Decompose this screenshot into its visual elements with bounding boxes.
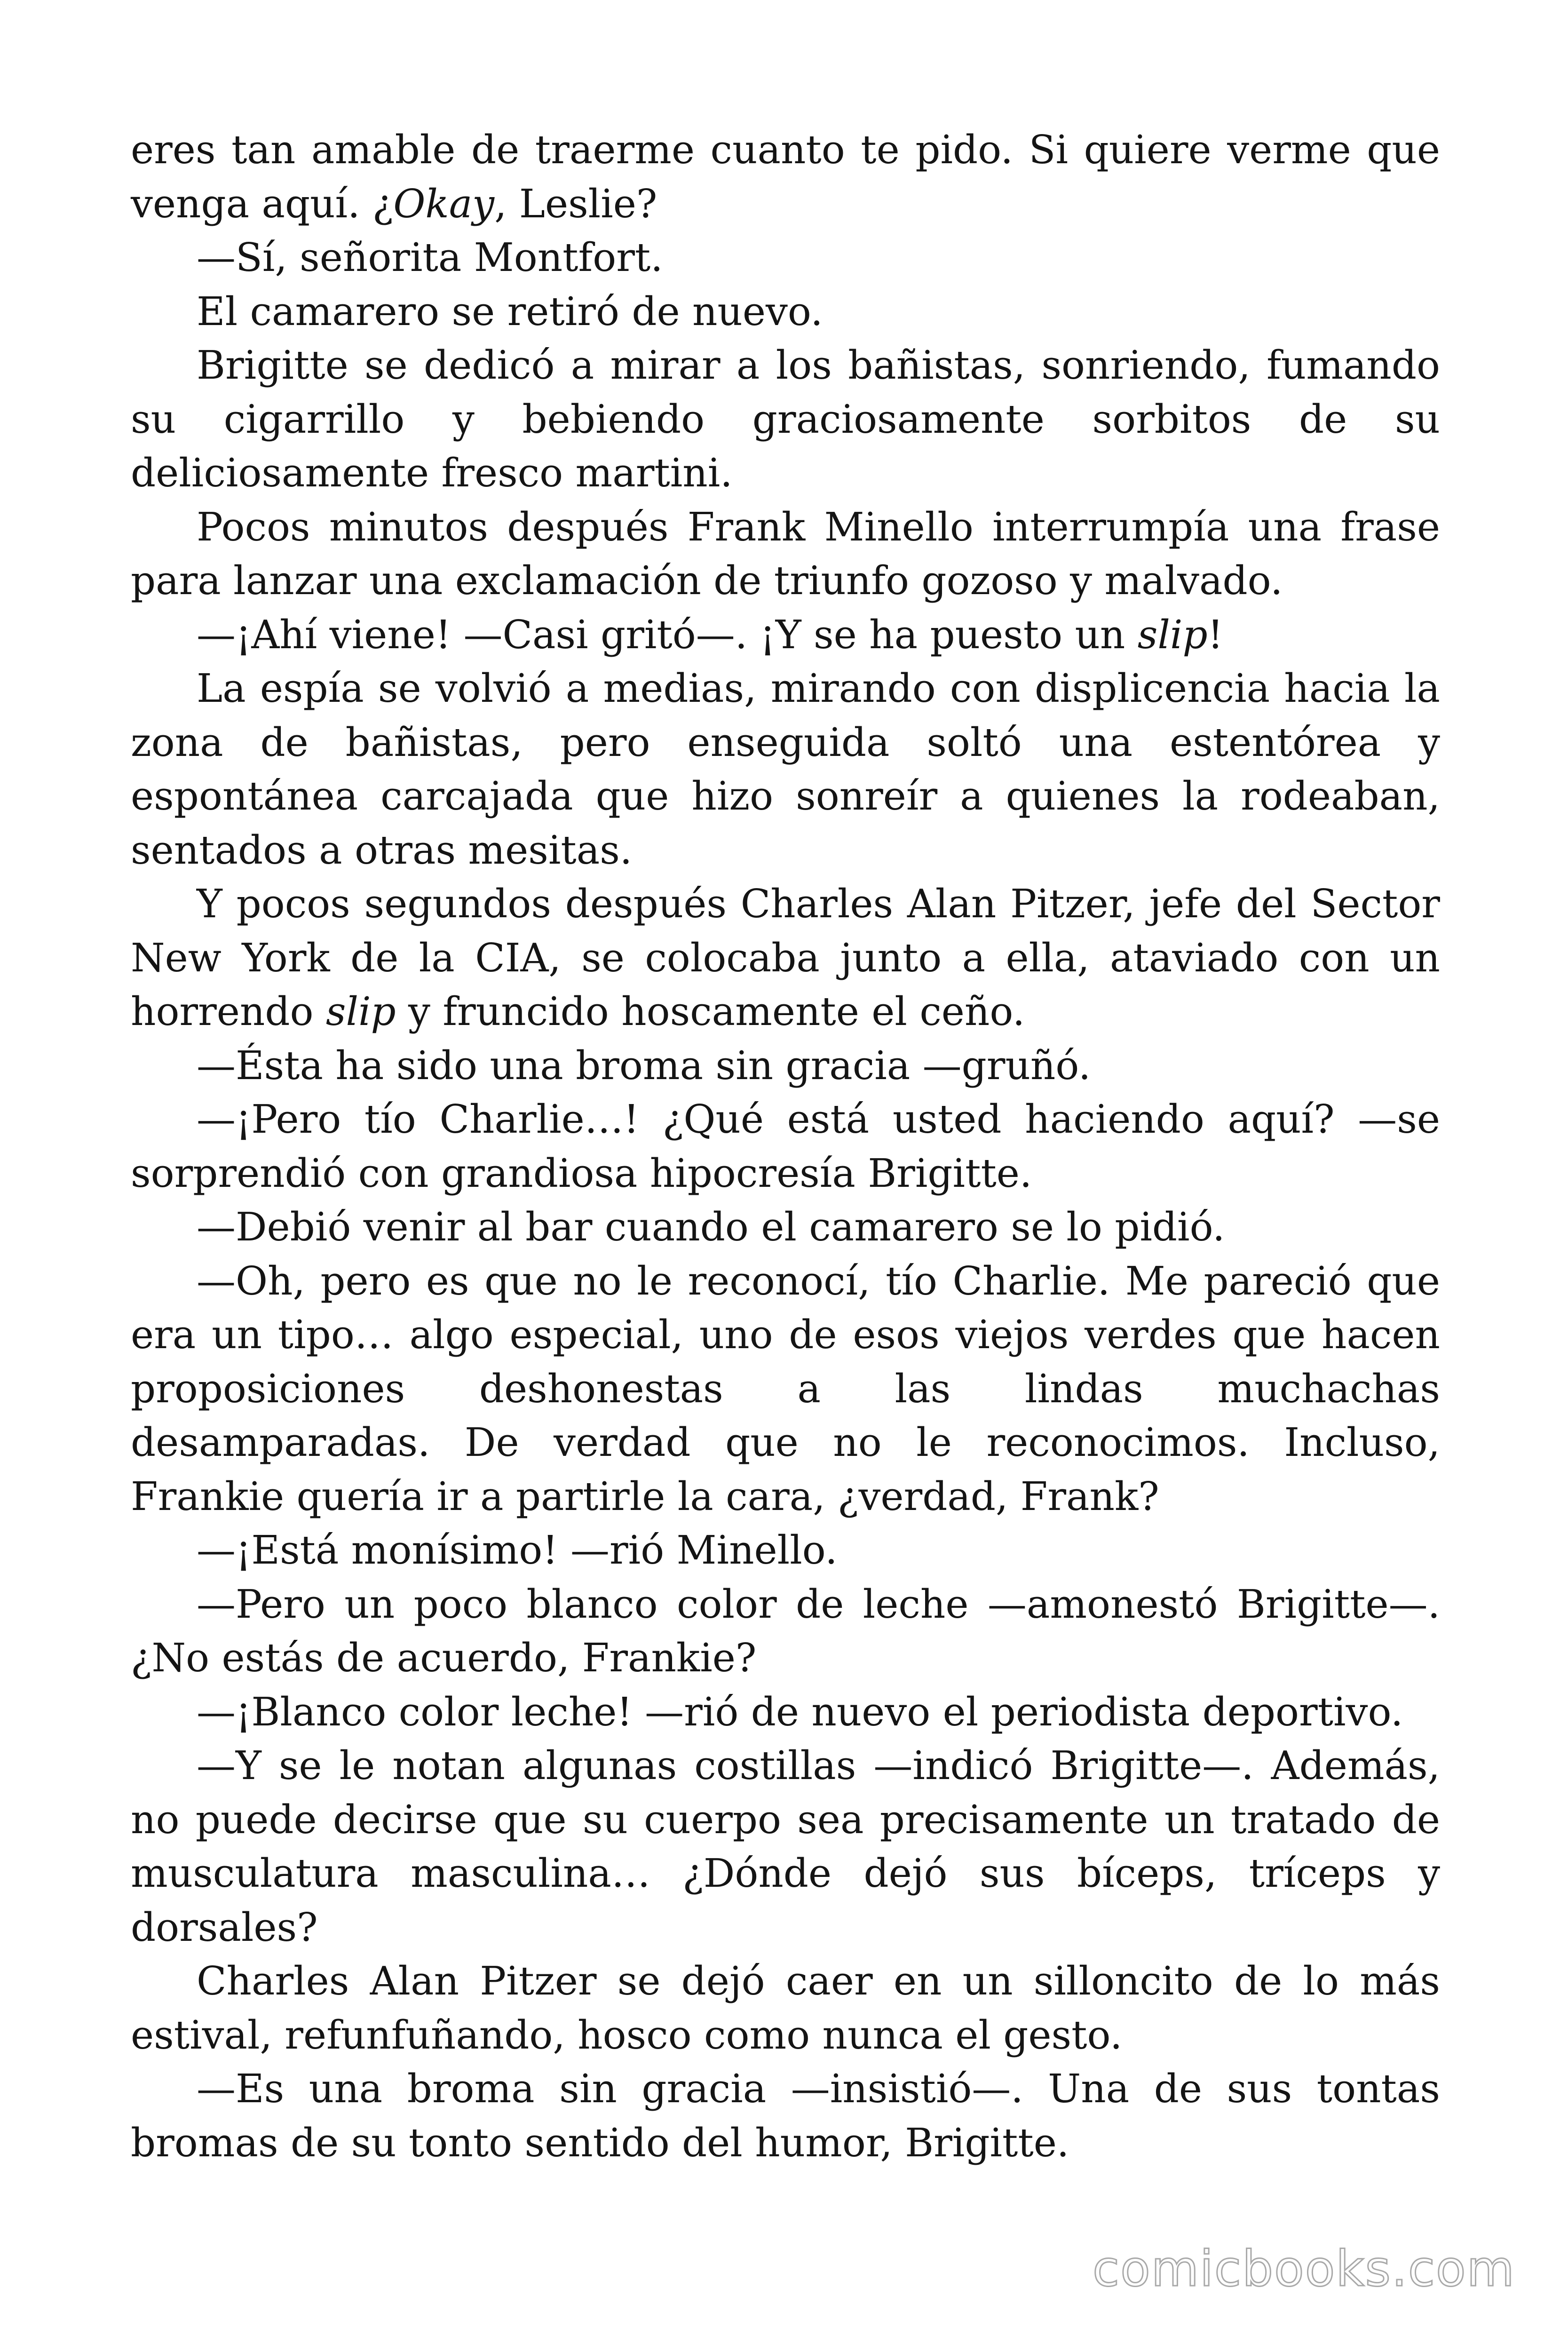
paragraph (131, 1524, 1440, 1578)
text-segment: , Leslie? (494, 181, 657, 227)
text-segment: —Es una broma sin gracia —insistió—. Una de sus tontas bromas de su tonto sentido del humor, Brigitte. (131, 2066, 1440, 2166)
paragraph (131, 1578, 1440, 1685)
text-segment: ! (1207, 612, 1223, 658)
paragraph (131, 1739, 1440, 1955)
paragraph (131, 1093, 1440, 1200)
text-segment: El camarero se retiró de nuevo. (197, 288, 823, 334)
paragraph (131, 877, 1440, 1039)
paragraph (131, 1200, 1440, 1255)
text-segment: eres tan amable de traerme cuanto te pido. Si quiere verme que venga aquí. ¿ (131, 127, 1440, 227)
paragraph (131, 1955, 1440, 2062)
paragraph (131, 339, 1440, 501)
watermark: comicbooks.com (1092, 2240, 1515, 2297)
paragraph (131, 123, 1440, 231)
paragraph (131, 2062, 1440, 2170)
text-segment: Y pocos segundos después Charles Alan Pitzer, jefe del Sector New York de la CIA, se colocaba junto a ella, ataviado con un horrendo (131, 881, 1440, 1034)
paragraph (131, 1255, 1440, 1524)
paragraph (131, 662, 1440, 877)
text-segment: —¡Pero tío Charlie…! ¿Qué está usted haciendo aquí? —se sorprendió con grandiosa hipocresía Brigitte. (131, 1097, 1440, 1196)
text-segment: —¡Blanco color leche! —rió de nuevo el periodista deportivo. (197, 1689, 1403, 1735)
italic-text: Okay (393, 181, 495, 227)
text-segment: —¡Ahí viene! —Casi gritó—. ¡Y se ha puesto un (197, 612, 1138, 658)
paragraph (131, 608, 1440, 662)
text-segment: Charles Alan Pitzer se dejó caer en un silloncito de lo más estival, refunfuñando, hosco como nunca el gesto. (131, 1958, 1440, 2058)
text-segment: —¡Está monísimo! —rió Minello. (197, 1527, 838, 1573)
text-segment: —Oh, pero es que no le reconocí, tío Charlie. Me pareció que era un tipo… algo especial, uno de esos viejos verdes que hacen proposiciones deshonestas a las lindas muchachas desamparadas. De verdad que no le reconocimos. Incluso, Frankie quería ir a partirle la cara, ¿verdad, Frank? (131, 1258, 1440, 1519)
paragraph (131, 501, 1440, 608)
text-segment: La espía se volvió a medias, mirando con displicencia hacia la zona de bañistas, pero enseguida soltó una estentórea y espontánea carcajada que hizo sonreír a quienes la rodeaban, sentados a otras mesitas. (131, 666, 1440, 873)
paragraph (131, 231, 1440, 285)
text-segment: Brigitte se dedicó a mirar a los bañistas, sonriendo, fumando su cigarrillo y bebiendo graciosamente sorbitos de su deliciosamente fresco martini. (131, 342, 1440, 496)
italic-text: slip (1137, 612, 1208, 658)
text-segment: —Y se le notan algunas costillas —indicó Brigitte—. Además, no puede decirse que su cuerpo sea precisamente un tratado de musculatura masculina… ¿Dónde dejó sus bíceps, tríceps y dorsales? (131, 1743, 1440, 1950)
paragraph (131, 285, 1440, 339)
paragraph (131, 1685, 1440, 1740)
text-segment: Pocos minutos después Frank Minello interrumpía una frase para lanzar una exclamación de triunfo gozoso y malvado. (131, 504, 1440, 604)
text-segment: y fruncido hoscamente el ceño. (396, 989, 1025, 1034)
text-segment: —Debió venir al bar cuando el camarero se lo pidió. (197, 1204, 1225, 1250)
text-segment: —Ésta ha sido una broma sin gracia —gruñó. (197, 1042, 1091, 1089)
body-text (131, 123, 1440, 2170)
text-segment: —Sí, señorita Montfort. (197, 235, 663, 280)
italic-text: slip (325, 989, 396, 1034)
paragraph (131, 1039, 1440, 1093)
text-segment: —Pero un poco blanco color de leche —amonestó Brigitte—. ¿No estás de acuerdo, Frankie? (131, 1581, 1440, 1681)
